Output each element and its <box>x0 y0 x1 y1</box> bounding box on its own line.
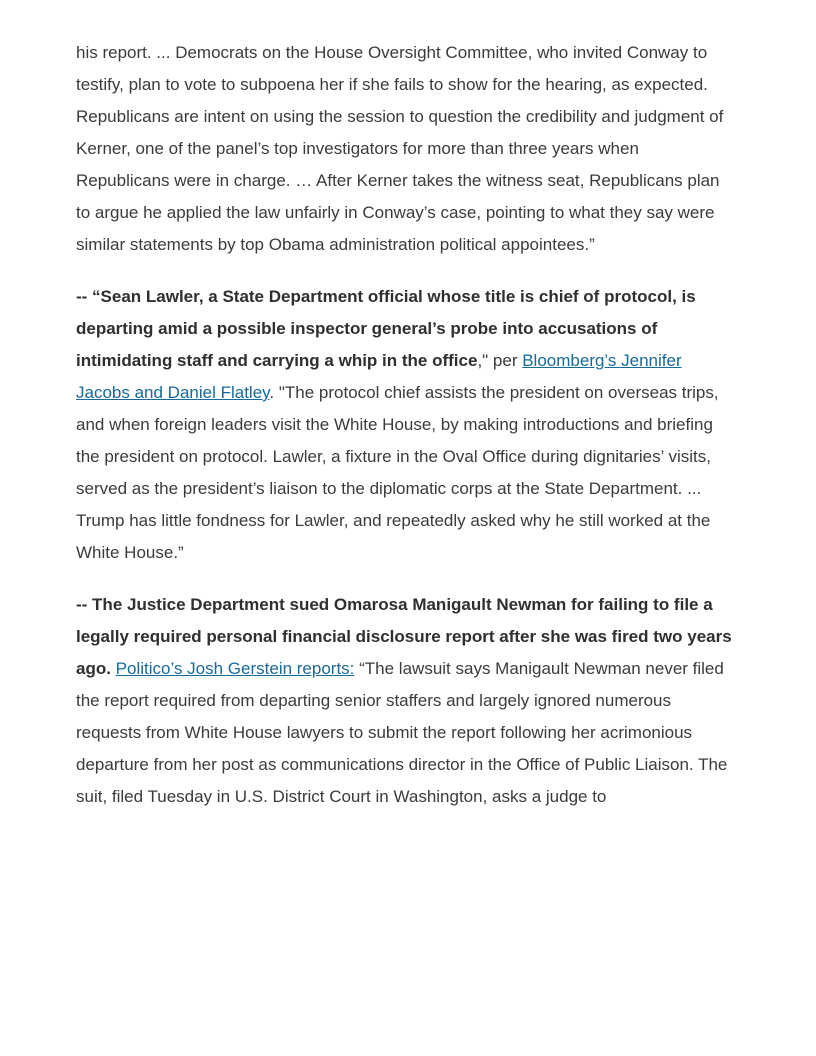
text-run: “The lawsuit says Manigault Newman never filed the report required from departing senior staffers and largely ignored numerous requests from White House lawyers to submit the report following her acrimonious departure from her post as communications director in the Office of Public Liaison. The suit, filed Tuesday in U.S. District Court in Washington, asks a judge to <box>76 659 728 806</box>
politico-gerstein-link[interactable]: Politico’s Josh Gerstein reports: <box>115 659 355 678</box>
paragraph-omarosa-lawsuit <box>76 589 736 813</box>
paragraph-oversight-committee <box>76 37 736 261</box>
text-run: ," per <box>477 351 523 370</box>
paragraph-sean-lawler <box>76 281 736 569</box>
bold-lead-in: -- The Justice Department sued Omarosa Manigault Newman for failing to file a legally required personal financial disclosure report after she was fired two years ago. <box>76 595 732 678</box>
text-run: his report. ... Democrats on the House Oversight Committee, who invited Conway to testify, plan to vote to subpoena her if she fails to show for the hearing, as expected. Republicans are intent on using the session to question the credibility and judgment of Kerner, one of the panel’s top investigators for more than three years when Republicans were in charge. … After Kerner takes the witness seat, Republicans plan to argue he applied the law unfairly in Conway’s case, pointing to what they say were similar statements by top Obama administration political appointees.” <box>76 43 724 254</box>
document-body <box>76 37 736 833</box>
bloomberg-authors-link[interactable]: Bloomberg’s Jennifer Jacobs and Daniel Flatley <box>76 351 682 402</box>
text-run: . "The protocol chief assists the president on overseas trips, and when foreign leaders visit the White House, by making introductions and briefing the president on protocol. Lawler, a fixture in the Oval Office during dignitaries’ visits, served as the president’s liaison to the diplomatic corps at the State Department. ... Trump has little fondness for Lawler, and repeatedly asked why he still worked at the White House.” <box>76 383 719 562</box>
bold-lead-in: -- “Sean Lawler, a State Department official whose title is chief of protocol, is departing amid a possible inspector general’s probe into accusations of intimidating staff and carrying a whip in the office <box>76 287 696 370</box>
